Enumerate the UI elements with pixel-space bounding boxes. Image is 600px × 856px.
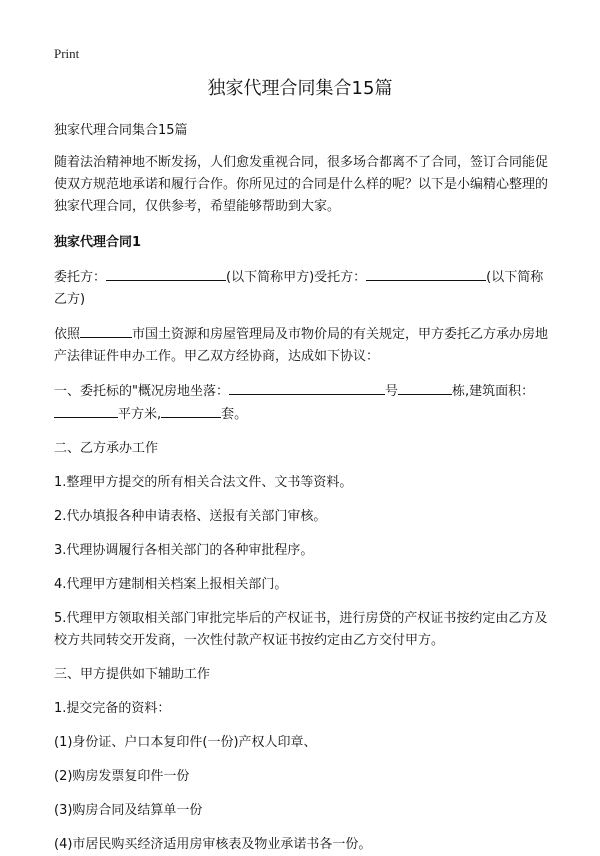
agent-suffix: (以下简称乙方) [54, 270, 544, 307]
item1-dong: 栋,建筑面积： [452, 384, 535, 399]
item2-step-5: 5.代理甲方领取相关部门审批完毕后的产权证书，进行房贷的产权证书按约定由乙方及校方共同转交开发商，一次性付款产权证书按约定由乙方交付甲方。 [54, 611, 548, 648]
document-body [54, 120, 554, 856]
client-suffix: (以下简称甲方)受托方： [226, 270, 367, 285]
item3-doc-2: (2)购房发票复印件一份 [54, 769, 190, 784]
item1-pingfang: 平方米, [118, 407, 162, 422]
client-label: 委托方： [54, 270, 107, 285]
item2-heading: 二、乙方承办工作 [54, 441, 159, 456]
basis-suffix: 市国土资源和房屋管理局及市物价局的有关规定，甲方委托乙方承办房地产法律证件申办工作。甲乙双方经协商，达成如下协议： [54, 327, 549, 364]
document-title: 独家代理合同集合15篇 [207, 78, 393, 99]
item2-step-1: 1.整理甲方提交的所有相关合法文件、文书等资料。 [54, 475, 353, 490]
item2-step-3: 3.代理协调履行各相关部门的各种审批程序。 [54, 543, 314, 558]
print-link[interactable]: Print [54, 46, 80, 61]
basis-prefix: 依照 [54, 327, 81, 342]
item1-prefix: 一、委托标的"概况房地坐落： [54, 384, 229, 399]
item2-step-2: 2.代办填报各种申请表格、送报有关部门审核。 [54, 509, 327, 524]
item2-step-4: 4.代理甲方建制相关档案上报相关部门。 [54, 577, 288, 592]
city-blank [80, 323, 132, 338]
unit-blank [161, 403, 221, 418]
item1-hao: 号 [384, 384, 398, 399]
subtitle: 独家代理合同集合15篇 [54, 123, 188, 138]
intro-paragraph: 随着法治精神地不断发扬，人们愈发重视合同，很多场合都离不了合同，签订合同能促使双方规范地承诺和履行合作。你所见过的合同是什么样的呢？以下是小编精心整理的独家代理合同，仅供参考，希望能够帮助到大家。 [54, 155, 549, 214]
item1-tao: 套。 [221, 407, 248, 422]
agent-blank [366, 266, 486, 281]
parties-paragraph [54, 266, 554, 311]
location-blank [229, 380, 385, 395]
area-blank [54, 403, 118, 418]
client-blank [106, 266, 226, 281]
item3-doc-3: (3)购房合同及结算单一份 [54, 803, 203, 818]
item3-doc-4: (4)市居民购买经济适用房审核表及物业承诺书各一份。 [54, 837, 372, 852]
item3-subheading: 1.提交完备的资料： [54, 701, 171, 716]
item3-doc-1: (1)身份证、户口本复印件(一份)产权人印章、 [54, 735, 317, 750]
item3-heading: 三、甲方提供如下辅助工作 [54, 667, 211, 682]
building-blank [398, 380, 452, 395]
item1-paragraph [54, 380, 554, 426]
section-heading: 独家代理合同1 [54, 235, 142, 250]
basis-paragraph [54, 323, 554, 368]
